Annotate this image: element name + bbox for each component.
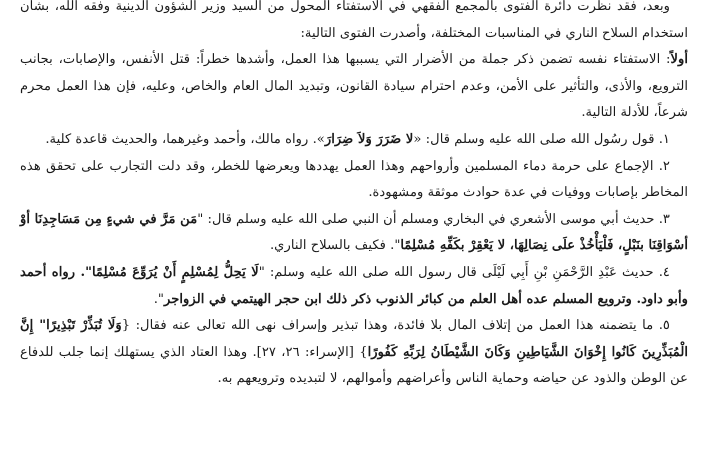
- fatwa-document: [20, 0, 688, 393]
- evidence-4-quote: لَا يَحِلُّ لِمُسْلِمٍ أَنْ يُرَوِّعَ مُسْلِمًا". رواه أحمد وأبو داود. وترويع المسلم عده أهل العلم من كبائر الذنوب ذكر ذلك ابن حجر الهيتمي في الزواجر: [20, 264, 688, 307]
- evidence-item-1: [20, 127, 688, 154]
- page-bottom-edge: [0, 464, 720, 470]
- intro-paragraph: وبعد، فقد نظرت دائرة الفتوى بالمجمع الفقهي في الاستفتاء المحول من السيد وزير الشؤون الدينية وفقه الله، بشأن استخدام السلاح الناري في المناسبات المختلفة، وأصدرت الفتوى التالية:: [20, 0, 688, 41]
- evidence-1-lead: ١. قول رسُول الله صلى الله عليه وسلم قال: «: [413, 131, 670, 147]
- first-ruling-paragraph: [20, 47, 688, 127]
- evidence-2-lead: ٢. الإجماع على حرمة دماء المسلمين وأرواحهم وهذا العمل يهددها ويعرضها للخطر، وقد دلت التجارب على تحقق هذه المخاطر بإصابات ووفيات في عدة حوادث موثقة ومشهودة.: [20, 158, 688, 201]
- evidence-1-tail: ». رواه مالك، وأحمد وغيرهما، والحديث قاعدة كلية.: [45, 131, 325, 147]
- first-ruling-label: أولاً: [670, 52, 688, 68]
- evidence-5-lead: ٥. ما يتضمنه هذا العمل من إتلاف المال بلا فائدة، وهذا تبذير وإسراف نهى الله تعالى عنه فقال: {: [121, 318, 670, 334]
- evidence-item-5: [20, 313, 688, 393]
- evidence-5-quote: وَلَا تُبَذِّرْ تَبْذِيرًا" إِنَّ الْمُبَذِّرِينَ كَانُوا إِخْوَانَ الشَّيَاطِينِ وَكَانَ الشَّيْطَانُ لِرَبِّهِ كَفُورًا: [20, 318, 689, 360]
- evidence-3-tail: ". فكيف بالسلاح الناري.: [269, 238, 401, 254]
- evidence-3-lead: ٣. حديث أبي موسى الأشعري في البخاري ومسلم أن النبي صلى الله عليه وسلم قال: ": [197, 211, 670, 227]
- evidence-3-quote: مَن مَرَّ في شيءٍ مِن مَسَاجِدِنَا أوْ أسْوَاقِنَا بنَبْلٍ، فَلْيَأْخُذْ علَى نِصَالِهَا، لا يَعْقِرْ بكَفِّهِ مُسْلِمًا: [19, 211, 688, 254]
- first-ruling-text: : الاستفتاء نفسه تضمن ذكر جملة من الأضرار التي يسببها هذا العمل، وأشدها خطراً: قتل الأنفس، والإصابات، بجانب الترويع، والأذى، والتأثير على الأمن، وعدم احترام سيادة القانون، وتبديد المال العام والخاص، وعليه، فإن هذا العمل محرم شرعاً، للأدلة التالية.: [20, 52, 688, 121]
- evidence-4-tail: ".: [153, 291, 164, 307]
- evidence-item-2: [20, 154, 688, 207]
- evidence-item-3: [20, 207, 688, 260]
- evidence-4-lead: ٤. حديث عَبْدِ الرَّحْمَنِ بْنِ أَبِي لَيْلَى قال رسول الله صلى الله عليه وسلم: ": [258, 264, 670, 280]
- evidence-1-quote: لا ضَرَرَ وَلاَ ضِرَارَ: [324, 131, 414, 147]
- evidence-5-tail: } [الإسراء: ٢٦، ٢٧]. وهذا العتاد الذي يستهلك إنما جلب للدفاع عن الوطن والذود عن حياضه وحماية الناس وأعراضهم وأموالهم، لا لتبديده وترويعهم به.: [20, 344, 688, 387]
- evidence-item-4: [20, 260, 688, 313]
